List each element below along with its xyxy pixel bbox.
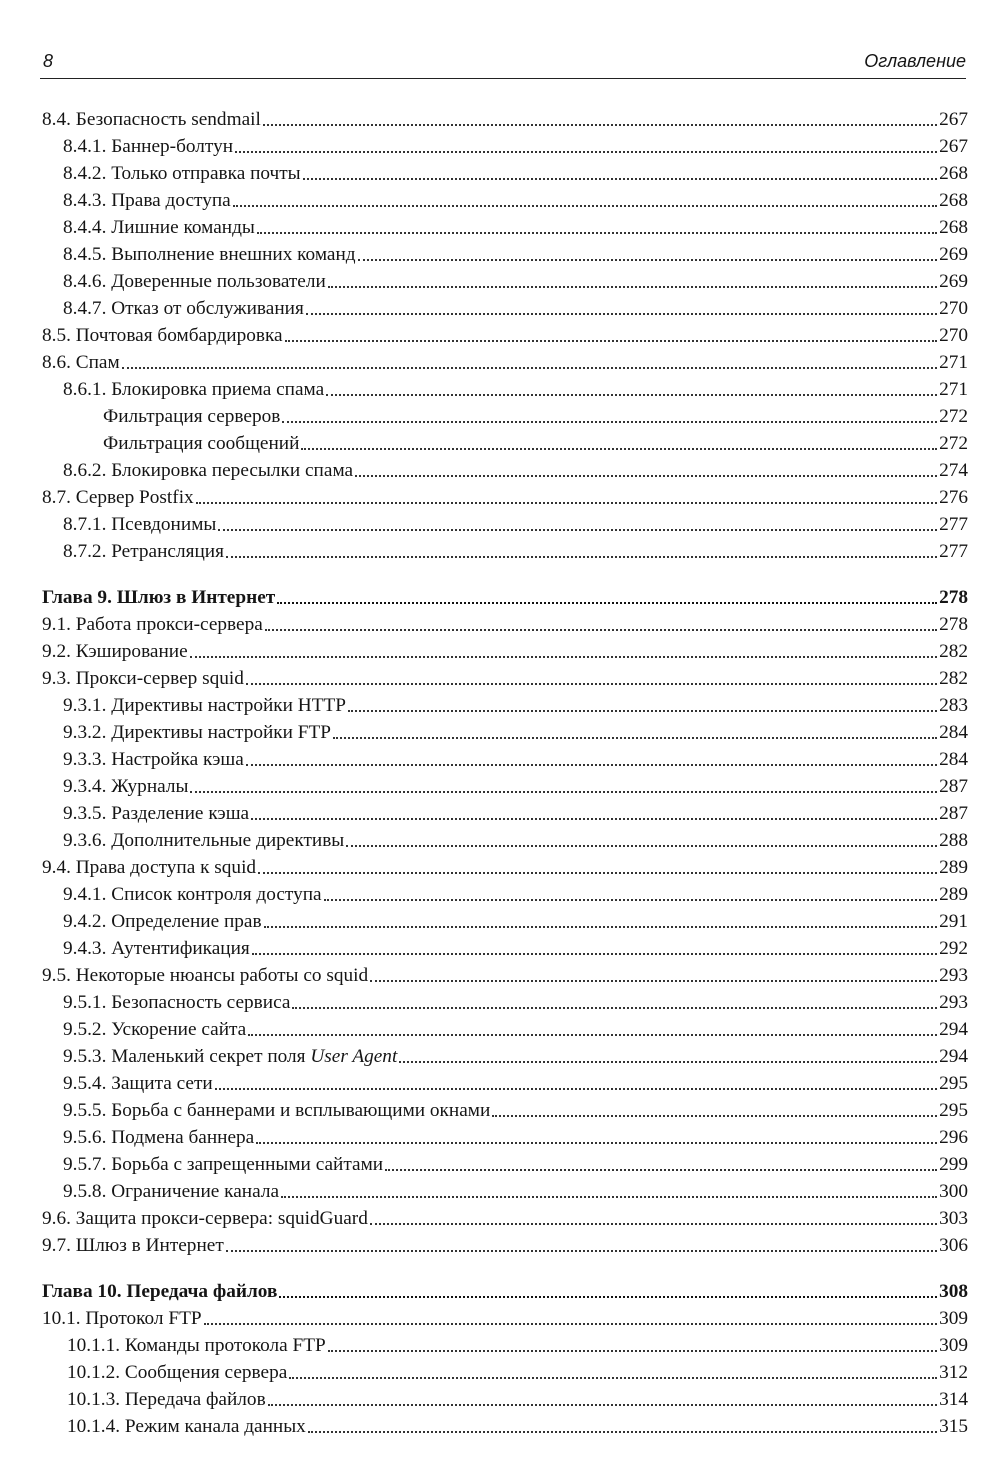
toc-entry-page: 299 bbox=[939, 1154, 968, 1175]
dot-leader bbox=[256, 1142, 937, 1144]
toc-entry bbox=[0, 376, 1000, 403]
toc-entry-page: 291 bbox=[939, 911, 968, 932]
toc-entry bbox=[0, 746, 1000, 773]
toc-entry-title: 9.1. Работа прокси-сервера bbox=[42, 614, 263, 635]
toc-entry-title: 9.7. Шлюз в Интернет bbox=[42, 1235, 224, 1256]
toc-entry-page: 287 bbox=[939, 776, 968, 797]
toc-chapter-title: Глава 10. Передача файлов bbox=[42, 1281, 278, 1302]
dot-leader bbox=[258, 872, 937, 874]
dot-leader bbox=[218, 529, 937, 531]
toc-entry-title: 9.5.2. Ускорение сайта bbox=[63, 1019, 247, 1040]
toc-entry-title: 8.7.2. Ретрансляция bbox=[63, 541, 224, 562]
toc-entry-page: 268 bbox=[939, 163, 968, 184]
toc-entry-page: 267 bbox=[939, 136, 968, 157]
running-section-title: Оглавление bbox=[864, 51, 966, 71]
dot-leader bbox=[492, 1115, 937, 1117]
toc-entry-title: 8.6. Спам bbox=[42, 352, 120, 373]
toc-entry-title: 9.4. Права доступа к squid bbox=[42, 857, 257, 878]
toc-entry-title: 9.3.3. Настройка кэша bbox=[63, 749, 244, 770]
toc-entry bbox=[0, 1413, 1000, 1440]
dot-leader bbox=[285, 340, 937, 342]
toc-entry-page: 274 bbox=[939, 460, 968, 481]
dot-leader bbox=[215, 1088, 937, 1090]
toc-entry-page: 309 bbox=[939, 1308, 968, 1329]
dot-leader bbox=[370, 1223, 937, 1225]
toc-entry-title: 8.7. Сервер Postfix bbox=[42, 487, 194, 508]
toc-entry-title: 8.4.1. Баннер-болтун bbox=[63, 136, 234, 157]
dot-leader bbox=[281, 1196, 937, 1198]
toc-entry-title: 9.5.1. Безопасность сервиса bbox=[63, 992, 291, 1013]
toc-entry-title: 9.5.5. Борьба с баннерами и всплывающими окнами bbox=[63, 1100, 491, 1121]
toc-entry-title: 10.1.1. Команды протокола FTP bbox=[67, 1335, 326, 1356]
toc-entry bbox=[0, 989, 1000, 1016]
toc-entry-page: 294 bbox=[939, 1019, 968, 1040]
toc-entry bbox=[0, 935, 1000, 962]
toc-entry-title-italic: User Agent bbox=[310, 1046, 398, 1067]
dot-leader bbox=[268, 1404, 937, 1406]
toc-entry-title: 10.1.2. Сообщения сервера bbox=[67, 1362, 288, 1383]
toc-entry-page: 288 bbox=[939, 830, 968, 851]
toc-entry bbox=[0, 268, 1000, 295]
toc-entry-title: 10.1. Протокол FTP bbox=[42, 1308, 202, 1329]
dot-leader bbox=[190, 791, 937, 793]
toc-entry-page: 270 bbox=[939, 298, 968, 319]
toc-chapter-title: Глава 9. Шлюз в Интернет bbox=[42, 587, 276, 608]
toc-entry-title: 8.4.5. Выполнение внешних команд bbox=[63, 244, 356, 265]
dot-leader bbox=[190, 656, 937, 658]
toc-entry-page: 287 bbox=[939, 803, 968, 824]
dot-leader bbox=[346, 845, 937, 847]
toc-entry-page: 295 bbox=[939, 1100, 968, 1121]
dot-leader bbox=[333, 737, 937, 739]
toc-entry-page: 267 bbox=[939, 109, 968, 130]
toc-entry-title: 9.3. Прокси-сервер squid bbox=[42, 668, 244, 689]
toc-entry-page: 284 bbox=[939, 722, 968, 743]
toc-entry-page: 294 bbox=[939, 1046, 968, 1067]
page-header bbox=[40, 50, 966, 79]
toc-entry-page: 272 bbox=[939, 406, 968, 427]
dot-leader bbox=[370, 980, 937, 982]
toc-entry-title: 9.2. Кэширование bbox=[42, 641, 188, 662]
dot-leader bbox=[264, 926, 938, 928]
toc-entry-page: 315 bbox=[939, 1416, 968, 1437]
toc-entry-page: 314 bbox=[939, 1389, 968, 1410]
toc-entry-title: 9.6. Защита прокси-сервера: squidGuard bbox=[42, 1208, 368, 1229]
toc-entry-page: 271 bbox=[939, 352, 968, 373]
toc-entry bbox=[0, 187, 1000, 214]
dot-leader bbox=[233, 205, 937, 207]
toc-entry-page: 272 bbox=[939, 433, 968, 454]
toc-entry bbox=[0, 773, 1000, 800]
toc-entry bbox=[0, 1151, 1000, 1178]
toc-entry bbox=[0, 800, 1000, 827]
toc-entry-title: 10.1.3. Передача файлов bbox=[67, 1389, 266, 1410]
toc-entry-page: 268 bbox=[939, 190, 968, 211]
dot-leader bbox=[204, 1323, 937, 1325]
dot-leader bbox=[292, 1007, 937, 1009]
toc-entry bbox=[0, 1386, 1000, 1413]
toc-entry bbox=[0, 538, 1000, 565]
toc-entry-page: 300 bbox=[939, 1181, 968, 1202]
toc-entry-title: 9.3.5. Разделение кэша bbox=[63, 803, 250, 824]
toc-entry-page: 268 bbox=[939, 217, 968, 238]
toc-entry bbox=[0, 349, 1000, 376]
dot-leader bbox=[308, 1431, 937, 1433]
toc-entry-title: 8.4. Безопасность sendmail bbox=[42, 109, 261, 130]
dot-leader bbox=[257, 232, 937, 234]
toc-entry-title: 8.4.3. Права доступа bbox=[63, 190, 231, 211]
toc-entry bbox=[0, 1359, 1000, 1386]
toc-entry bbox=[0, 881, 1000, 908]
dot-leader bbox=[277, 602, 937, 604]
toc-entry-page: 312 bbox=[939, 1362, 968, 1383]
dot-leader bbox=[303, 178, 937, 180]
toc-entry bbox=[0, 962, 1000, 989]
dot-leader bbox=[226, 556, 937, 558]
toc-entry bbox=[0, 665, 1000, 692]
toc-entry bbox=[0, 511, 1000, 538]
toc-entry-page: 293 bbox=[939, 965, 968, 986]
toc-entry-title: 8.6.2. Блокировка пересылки спама bbox=[63, 460, 354, 481]
toc-entry-page: 309 bbox=[939, 1335, 968, 1356]
dot-leader bbox=[265, 629, 937, 631]
dot-leader bbox=[399, 1061, 937, 1063]
toc-entry-title: 9.3.6. Дополнительные директивы bbox=[63, 830, 345, 851]
toc-entry-page: 303 bbox=[939, 1208, 968, 1229]
toc-entry bbox=[0, 1097, 1000, 1124]
toc-entry bbox=[0, 241, 1000, 268]
toc-entry-page: 289 bbox=[939, 884, 968, 905]
page-number: 8 bbox=[43, 51, 54, 71]
toc-entry-page: 306 bbox=[939, 1235, 968, 1256]
dot-leader bbox=[324, 899, 937, 901]
dot-leader bbox=[246, 683, 937, 685]
toc-entry bbox=[0, 214, 1000, 241]
toc-entry-title: 9.5.4. Защита сети bbox=[63, 1073, 213, 1094]
toc-entry-title: 8.7.1. Псевдонимы bbox=[63, 514, 217, 535]
toc-entry bbox=[0, 1332, 1000, 1359]
toc-entry bbox=[0, 719, 1000, 746]
toc-entry-page: 278 bbox=[939, 614, 968, 635]
toc-entry-title: 9.3.1. Директивы настройки HTTP bbox=[63, 695, 347, 716]
dot-leader bbox=[306, 313, 937, 315]
toc-entry-title: 9.5.8. Ограничение канала bbox=[63, 1181, 280, 1202]
toc-entry-page: 308 bbox=[939, 1281, 968, 1302]
toc-entry-title: 8.4.4. Лишние команды bbox=[63, 217, 255, 238]
toc-entry bbox=[0, 160, 1000, 187]
toc-entry-title: 8.4.2. Только отправка почты bbox=[63, 163, 301, 184]
toc-entry-page: 277 bbox=[939, 514, 968, 535]
toc-entry-page: 270 bbox=[939, 325, 968, 346]
dot-leader bbox=[252, 953, 937, 955]
toc-entry bbox=[0, 1205, 1000, 1232]
dot-leader bbox=[282, 421, 937, 423]
dot-leader bbox=[279, 1296, 937, 1298]
toc-entry-title: 9.3.2. Директивы настройки FTP bbox=[63, 722, 332, 743]
toc-entry-page: 296 bbox=[939, 1127, 968, 1148]
toc-entry-title: 9.4.2. Определение прав bbox=[63, 911, 262, 932]
toc-entry-page: 295 bbox=[939, 1073, 968, 1094]
toc-entry-page: 283 bbox=[939, 695, 968, 716]
toc-entry-page: 271 bbox=[939, 379, 968, 400]
toc-entry-page: 282 bbox=[939, 668, 968, 689]
toc-entry bbox=[0, 1124, 1000, 1151]
dot-leader bbox=[348, 710, 937, 712]
toc-entry-page: 269 bbox=[939, 244, 968, 265]
toc-entry bbox=[0, 692, 1000, 719]
toc-entry bbox=[0, 457, 1000, 484]
toc-entry-page: 292 bbox=[939, 938, 968, 959]
dot-leader bbox=[358, 259, 937, 261]
toc-entry-title: 10.1.4. Режим канала данных bbox=[67, 1416, 306, 1437]
toc-entry-title: 9.3.4. Журналы bbox=[63, 776, 189, 797]
toc-entry-page: 276 bbox=[939, 487, 968, 508]
toc-entry-title: 8.5. Почтовая бомбардировка bbox=[42, 325, 283, 346]
dot-leader bbox=[226, 1250, 937, 1252]
toc-entry-page: 277 bbox=[939, 541, 968, 562]
toc-entry bbox=[0, 484, 1000, 511]
toc-entry bbox=[0, 403, 1000, 430]
dot-leader bbox=[246, 764, 937, 766]
toc-entry-page: 278 bbox=[939, 587, 968, 608]
dot-leader bbox=[235, 151, 937, 153]
toc-entry-page: 284 bbox=[939, 749, 968, 770]
toc-entry-title: 9.5.7. Борьба с запрещенными сайтами bbox=[63, 1154, 384, 1175]
toc-chapter-entry bbox=[0, 584, 1000, 611]
toc-entry-title: 9.5.6. Подмена баннера bbox=[63, 1127, 255, 1148]
toc-entry bbox=[0, 611, 1000, 638]
toc-entry bbox=[0, 1305, 1000, 1332]
toc-entry bbox=[0, 1178, 1000, 1205]
toc-entry bbox=[0, 908, 1000, 935]
toc-entry-title: Фильтрация серверов bbox=[103, 406, 281, 427]
dot-leader bbox=[122, 367, 937, 369]
toc-chapter-entry bbox=[0, 1278, 1000, 1305]
dot-leader bbox=[328, 286, 937, 288]
toc-entry-page: 269 bbox=[939, 271, 968, 292]
toc-entry-page: 289 bbox=[939, 857, 968, 878]
toc-entry bbox=[0, 106, 1000, 133]
toc-entry bbox=[0, 430, 1000, 457]
toc-entry bbox=[0, 854, 1000, 881]
toc-entry bbox=[0, 322, 1000, 349]
toc-entry-title: 9.5.3. Маленький секрет поля User Agent bbox=[63, 1046, 398, 1067]
toc-entry-title: Фильтрация сообщений bbox=[103, 433, 300, 454]
toc-entry-page: 282 bbox=[939, 641, 968, 662]
dot-leader bbox=[248, 1034, 937, 1036]
toc-entry bbox=[0, 1232, 1000, 1259]
toc-entry-title: 8.4.6. Доверенные пользователи bbox=[63, 271, 326, 292]
dot-leader bbox=[328, 1350, 937, 1352]
toc-entry-title: 9.5. Некоторые нюансы работы со squid bbox=[42, 965, 369, 986]
toc-entry-title: 8.4.7. Отказ от обслуживания bbox=[63, 298, 304, 319]
toc-entry-title: 8.6.1. Блокировка приема спама bbox=[63, 379, 325, 400]
dot-leader bbox=[326, 394, 937, 396]
dot-leader bbox=[196, 502, 937, 504]
dot-leader bbox=[301, 448, 937, 450]
toc-entry-title: 9.4.3. Аутентификация bbox=[63, 938, 250, 959]
toc-entry bbox=[0, 295, 1000, 322]
toc-entry bbox=[0, 827, 1000, 854]
toc-entry-title: 9.4.1. Список контроля доступа bbox=[63, 884, 322, 905]
toc-entry bbox=[0, 133, 1000, 160]
toc-entry bbox=[0, 638, 1000, 665]
dot-leader bbox=[289, 1377, 937, 1379]
toc-entry bbox=[0, 1016, 1000, 1043]
toc-entry bbox=[0, 1070, 1000, 1097]
dot-leader bbox=[251, 818, 937, 820]
toc-entry-page: 293 bbox=[939, 992, 968, 1013]
dot-leader bbox=[385, 1169, 937, 1171]
toc-entry bbox=[0, 1043, 1000, 1070]
dot-leader bbox=[263, 124, 937, 126]
dot-leader bbox=[355, 475, 937, 477]
